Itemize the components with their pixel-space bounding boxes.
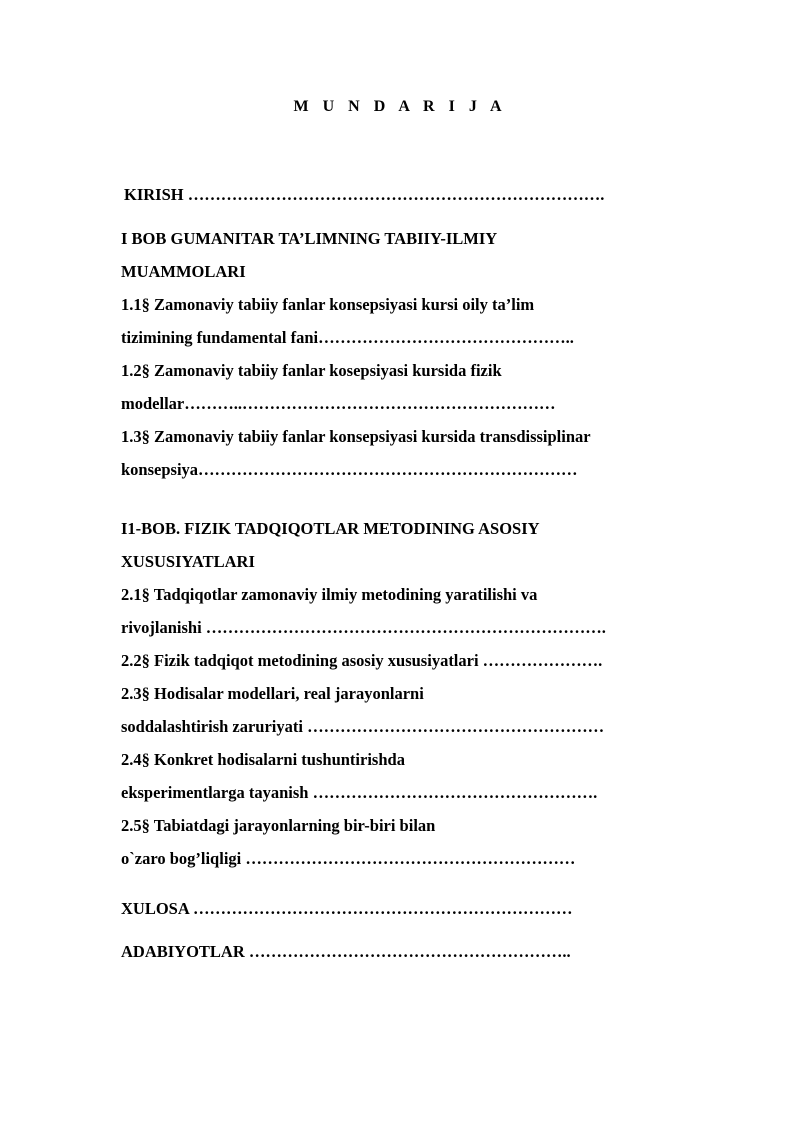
toc-entry-adabiyotlar: ADABIYOTLAR ………………………………………………….. xyxy=(121,942,571,961)
toc-conclusion xyxy=(121,892,681,925)
toc-entry-2-1-cont: rivojlanishi ………………………………………………………………. xyxy=(121,618,606,637)
toc-entry-2-4-cont: eksperimentlarga tayanish ……………………………………………. xyxy=(121,783,598,802)
toc-chapter-2 xyxy=(121,512,681,875)
toc-entry-2-2: 2.2§ Fizik tadqiqot metodining asosiy xususiyatlari …………………. xyxy=(121,651,603,670)
toc-entry-1-2: 1.2§ Zamonaviy tabiiy fanlar kosepsiyasi kursida fizik xyxy=(121,361,502,380)
toc-entry-1-1: 1.1§ Zamonaviy tabiiy fanlar konsepsiyasi kursi oily ta’lim xyxy=(121,295,535,314)
toc-entry-xulosa: XULOSA …………………………………………………………… xyxy=(121,899,573,918)
toc-entry-1-2-cont: modellar………..………………………………………………… xyxy=(121,394,556,413)
toc-entry-2-1: 2.1§ Tadqiqotlar zamonaviy ilmiy metodining yaratilishi va xyxy=(121,585,538,604)
chapter-1-title: I BOB GUMANITAR TA’LIMNING TABIIY-ILMIY xyxy=(121,229,498,248)
toc-entry-2-5: 2.5§ Tabiatdagi jarayonlarning bir-biri bilan xyxy=(121,816,436,835)
chapter-1-title-cont: MUAMMOLARI xyxy=(121,262,246,281)
toc-chapter-1 xyxy=(121,222,681,486)
chapter-2-title: I1-BOB. FIZIK TADQIQOTLAR METODINING ASOSIY xyxy=(121,519,540,538)
toc-bibliography xyxy=(121,935,681,968)
toc-entry-kirish: KIRISH …………………………………………………………………. xyxy=(124,185,605,204)
toc-entry-2-3: 2.3§ Hodisalar modellari, real jarayonlarni xyxy=(121,684,424,703)
toc-entry-2-5-cont: o`zaro bog’liqligi …………………………………………………… xyxy=(121,849,576,868)
toc-entry-1-3: 1.3§ Zamonaviy tabiiy fanlar konsepsiyasi kursida transdissiplinar xyxy=(121,427,591,446)
toc-entry-2-3-cont: soddalashtirish zaruriyati ……………………………………………… xyxy=(121,717,605,736)
toc-entry-1-1-cont: tizimining fundamental fani……………………………………….. xyxy=(121,328,574,347)
toc-intro xyxy=(121,178,681,211)
page-title: M U N D A R I J A xyxy=(293,98,507,115)
toc-entry-2-4: 2.4§ Konkret hodisalarni tushuntirishda xyxy=(121,750,405,769)
toc-entry-1-3-cont: konsepsiya…………………………………………………………… xyxy=(121,460,578,479)
chapter-2-title-cont: XUSUSIYATLARI xyxy=(121,552,255,571)
